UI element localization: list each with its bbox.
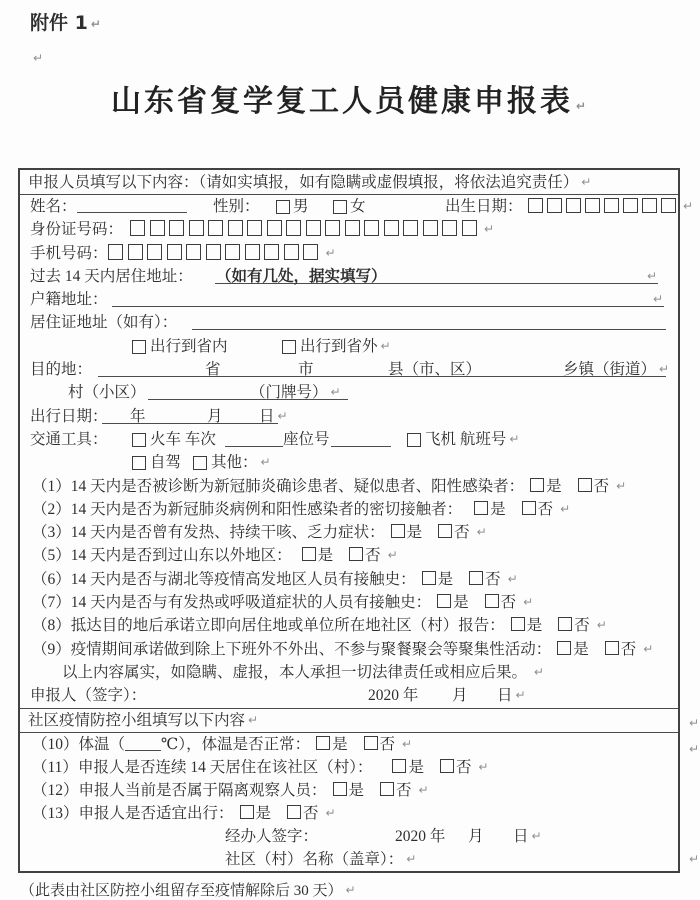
row-transport-2 [20, 451, 678, 474]
question-9-row [20, 638, 678, 661]
question-number: （13） [32, 804, 79, 822]
address-14days-note: （如有几处，据实填写） [216, 267, 387, 285]
digit-box [286, 220, 301, 236]
paragraph-return-mark: ↵ [643, 641, 654, 656]
sign-month-label: 月 [468, 827, 484, 845]
digit-box [284, 244, 299, 260]
question-number: （7） [32, 594, 71, 612]
checkbox-female[interactable] [333, 200, 347, 214]
yes-label: 是 [332, 735, 348, 753]
plane-label: 飞机 航班号 ↵ [425, 430, 520, 448]
digit-box [566, 198, 581, 213]
digit-box [306, 220, 321, 236]
yes-label: 是 [406, 524, 423, 542]
id-number-label: 身份证号码： [30, 221, 124, 239]
yes-label: 是 [437, 570, 454, 588]
table-row-mark [686, 716, 699, 732]
digit-box [189, 220, 204, 236]
travel-date-day-label: 日 ↵ [259, 407, 288, 425]
no-label: 否 [574, 617, 590, 635]
paragraph-return-mark: ↵ [560, 501, 571, 516]
paragraph-return-mark: ↵ [689, 716, 700, 730]
paragraph-return-mark: ↵ [325, 245, 336, 260]
declarant-signature-row [20, 684, 678, 707]
no-label: 否 [303, 804, 319, 822]
line-end [650, 288, 663, 311]
digit-box [364, 220, 379, 236]
digit-box [403, 220, 418, 236]
residence-permit-label: 居住证地址（如有）： [30, 314, 178, 332]
question-text: 14 天内是否为新冠肺炎病例和阳性感染者的密切接触者： [70, 500, 463, 518]
community-section [20, 733, 678, 871]
no-label: 否 [620, 640, 637, 658]
train-label: 火车 车次 [150, 430, 216, 448]
checkbox-travel-in-province[interactable] [132, 340, 146, 354]
no-label: 否 [485, 570, 501, 588]
name-label: 姓名： [30, 198, 77, 215]
yes-label: 是 [573, 640, 589, 658]
checkbox-q7-yes[interactable] [437, 594, 451, 608]
other-transport-label: 其他： ↵ [211, 454, 271, 472]
digit-box [264, 244, 279, 260]
checkbox-q8-yes[interactable] [511, 617, 525, 631]
destination-township-label: 乡镇（街道） ↵ [563, 361, 670, 379]
house-number-label: （门牌号） ↵ [250, 384, 341, 402]
question-7-row [20, 591, 678, 614]
temperature-blank-line[interactable] [125, 736, 161, 751]
checkbox-q7-no[interactable] [485, 594, 499, 608]
female-label: 女 [350, 198, 366, 215]
row-address-14days [20, 265, 678, 288]
question-number: （10） [32, 735, 79, 753]
travel-date-label: 出行日期： [30, 407, 108, 425]
community-section-header: 社区疫情防控小组填写以下内容 ↵ [20, 708, 678, 733]
digit-box [186, 244, 201, 260]
digit-box [150, 220, 165, 236]
digit-box [442, 220, 457, 236]
checkbox-q1-no[interactable] [578, 478, 592, 492]
row-travel-date [20, 405, 678, 428]
train-number-blank-line[interactable] [225, 446, 283, 447]
checkbox-q12-yes[interactable] [333, 782, 347, 796]
question-text: 疫情期间承诺做到除上下班外不外出、不参与聚餐聚会等聚集性活动： [70, 640, 552, 658]
checkbox-q3-no[interactable] [438, 524, 452, 538]
checkbox-q13-yes[interactable] [240, 805, 254, 819]
paragraph-return-mark: ↵ [406, 851, 417, 866]
no-label: 否 [537, 500, 554, 518]
yes-label: 是 [453, 594, 469, 612]
sign-day-label: 日 ↵ [497, 687, 526, 705]
destination-province-label: 省 [205, 361, 221, 379]
empty-paragraph-mark [30, 50, 43, 68]
no-label: 否 [455, 758, 472, 776]
sign-day-label: 日 ↵ [513, 827, 542, 845]
name-blank-line[interactable] [77, 198, 187, 213]
paragraph-return-mark: ↵ [509, 431, 520, 446]
checkbox-q3-yes[interactable] [391, 524, 405, 538]
sign-year-label: 2020 年 [395, 827, 446, 845]
address-14days-label: 过去 14 天内居住地址： [30, 267, 193, 285]
paragraph-return-mark: ↵ [531, 828, 542, 843]
checkbox-q13-no[interactable] [287, 805, 301, 819]
question-text: 14 天内是否曾有发热、持续干咳、乏力症状： [70, 524, 385, 542]
paragraph-return-mark: ↵ [616, 478, 627, 493]
question-number: （8） [32, 617, 71, 635]
destination-county-label: 县（市、区） [388, 361, 482, 379]
digit-box [345, 220, 360, 236]
line-end [644, 265, 657, 288]
checkbox-q10-no[interactable] [364, 736, 378, 750]
question-number: （5） [32, 547, 71, 565]
digit-box [642, 198, 657, 213]
yes-label: 是 [348, 781, 365, 799]
digit-box [225, 244, 240, 260]
digit-box [167, 244, 182, 260]
declarant-signature-label: 申报人（签字）： [30, 687, 147, 705]
checkbox-q9-yes[interactable] [557, 641, 571, 655]
digit-box [528, 198, 543, 213]
destination-city-label: 市 [298, 361, 314, 379]
travel-date-month-label: 月 [207, 407, 223, 425]
checkbox-travel-out-province[interactable] [282, 340, 296, 354]
question-number: （9） [32, 640, 71, 658]
affirmation-row [20, 661, 678, 684]
paragraph-return-mark: ↵ [484, 222, 495, 237]
paragraph-return-mark: ↵ [418, 782, 429, 797]
question-1-row [20, 475, 678, 498]
checkbox-q11-no[interactable] [440, 759, 454, 773]
attachment-label: 附件 1 ↵ [30, 12, 101, 34]
checkbox-q6-yes[interactable] [422, 571, 436, 585]
row-destination-village [20, 381, 678, 404]
digit-box [547, 198, 562, 213]
paragraph-return-mark: ↵ [277, 408, 288, 423]
yes-label: 是 [490, 500, 506, 518]
self-drive-label: 自驾 [150, 454, 182, 472]
paragraph-return-mark: ↵ [402, 736, 413, 751]
community-name-label: 社区（村）名称（盖章）： ↵ [225, 850, 417, 868]
male-label: 男 [293, 198, 309, 215]
question-3-row [20, 521, 678, 544]
question-number: （12） [32, 781, 79, 799]
row-hukou-address [20, 288, 678, 311]
question-text: 14 天内是否到过山东以外地区： [70, 547, 292, 565]
question-number: （2） [32, 500, 71, 518]
question-11-row [20, 756, 678, 779]
question-6-row [20, 568, 678, 591]
travel-in-province-label: 出行到省内 [150, 337, 228, 355]
travel-out-province-label: 出行到省外 ↵ [300, 337, 391, 355]
checkbox-q2-yes[interactable] [474, 501, 488, 515]
paragraph-return-mark: ↵ [330, 385, 341, 400]
transport-label: 交通工具： [30, 430, 108, 448]
paragraph-return-mark: ↵ [325, 805, 336, 820]
checkbox-q5-no[interactable] [349, 547, 363, 561]
paragraph-return-mark: ↵ [581, 175, 592, 189]
row-travel-scope [20, 335, 678, 358]
digit-box [247, 220, 262, 236]
paragraph-return-mark: ↵ [659, 362, 670, 377]
no-label: 否 [396, 781, 412, 799]
hukou-address-blank-line[interactable] [112, 306, 664, 307]
village-label: 村（小区） [68, 384, 146, 402]
question-8-row [20, 614, 678, 637]
sign-year-label: 2020 年 [368, 687, 419, 705]
affirmation-text: 以上内容属实，如隐瞒、虚报，本人承担一切法律责任或相应后果。 [62, 663, 528, 681]
health-declaration-form-table [18, 168, 694, 873]
question-text: 抵达目的地后承诺立即向居住地或单位所在地社区（村）报告： [70, 617, 505, 635]
digit-box [169, 220, 184, 236]
page-title: 山东省复学复工人员健康申报表 ↵ [110, 84, 590, 119]
no-label: 否 [379, 735, 396, 753]
phone-label: 手机号码： [30, 244, 108, 262]
paragraph-return-mark: ↵ [476, 525, 487, 540]
paragraph-return-mark: ↵ [689, 742, 700, 756]
handler-signature-row [20, 825, 678, 848]
no-label: 否 [454, 524, 470, 542]
digit-box [206, 244, 221, 260]
checkbox-other-transport[interactable] [193, 456, 207, 470]
hukou-address-label: 户籍地址： [30, 291, 108, 309]
row-transport-1 [20, 428, 678, 451]
question-text: 申报人是否适宜出行： [78, 804, 234, 822]
checkbox-q1-yes[interactable] [530, 478, 544, 492]
digit-box [228, 220, 243, 236]
question-10-row [20, 733, 678, 756]
question-number: （3） [32, 524, 71, 542]
temperature-label-pre: 体温（ [78, 735, 126, 753]
filler-section-header: 申报人员填写以下内容：（请如实填报，如有隐瞒或虚假填报，将依法追究责任） ↵ [20, 170, 678, 195]
digit-box [661, 198, 676, 213]
checkbox-q8-no[interactable] [558, 617, 572, 631]
table-row-mark [686, 852, 699, 868]
yes-label: 是 [317, 547, 334, 565]
travel-date-blank-line[interactable] [102, 423, 278, 424]
paragraph-return-mark: ↵ [689, 852, 700, 866]
sign-month-label: 月 [452, 687, 468, 705]
gender-label: 性别： [213, 198, 260, 215]
checkbox-male[interactable] [276, 200, 290, 214]
question-number: （1） [32, 477, 71, 495]
paragraph-return-mark: ↵ [387, 548, 398, 563]
checkbox-q11-yes[interactable] [392, 759, 406, 773]
question-number: （6） [32, 570, 71, 588]
paragraph-return-mark: ↵ [515, 688, 526, 703]
question-text: 申报人是否连续 14 天居住在该社区（村）： [77, 758, 373, 776]
paragraph-return-mark: ↵ [683, 199, 694, 213]
paragraph-return-mark: ↵ [653, 292, 664, 307]
row-destination [20, 358, 678, 381]
digit-box [585, 198, 600, 213]
no-label: 否 [500, 594, 517, 612]
birth-date-boxes[interactable] [528, 195, 693, 218]
yes-label: 是 [255, 804, 272, 822]
paragraph-return-mark: ↵ [507, 571, 518, 586]
digit-box [147, 244, 162, 260]
digit-box [128, 244, 143, 260]
digit-box [325, 220, 340, 236]
paragraph-return-mark: ↵ [345, 883, 356, 897]
digit-box [267, 220, 282, 236]
paragraph-return-mark: ↵ [33, 51, 44, 65]
paragraph-return-mark: ↵ [533, 664, 544, 679]
question-text: 14 天内是否被诊断为新冠肺炎确诊患者、疑似患者、阳性感染者： [70, 477, 525, 495]
checkbox-train[interactable] [132, 433, 146, 447]
row-residence-permit-address [20, 311, 678, 334]
paragraph-return-mark: ↵ [478, 759, 489, 774]
row-id-number [20, 218, 678, 241]
question-13-row [20, 802, 678, 825]
seat-number-label: 座位号 [283, 430, 330, 448]
yes-label: 是 [408, 758, 424, 776]
paragraph-return-mark: ↵ [575, 99, 590, 113]
question-text: 14 天内是否与有发热或呼吸道症状的人员有接触史： [70, 594, 432, 612]
checkbox-q9-no[interactable] [605, 641, 619, 655]
destination-label: 目的地： [30, 361, 93, 379]
retention-footnote: （此表由社区防控小组留存至疫情解除后 30 天） ↵ [20, 883, 356, 899]
question-12-row [20, 779, 678, 802]
checkbox-q2-no[interactable] [522, 501, 536, 515]
digit-box [130, 220, 145, 236]
digit-box [604, 198, 619, 213]
checkbox-q6-no[interactable] [469, 571, 483, 585]
question-text: 申报人当前是否属于隔离观察人员： [78, 781, 327, 799]
id-number-boxes[interactable] [130, 218, 494, 241]
digit-box [108, 244, 123, 260]
checkbox-plane[interactable] [407, 433, 421, 447]
digit-box [423, 220, 438, 236]
no-label: 否 [365, 547, 381, 565]
digit-box [384, 220, 399, 236]
temperature-label-post: ℃），体温是否正常： [161, 735, 311, 753]
travel-date-year-label: 年 [130, 407, 146, 425]
digit-box [623, 198, 638, 213]
seat-number-blank-line[interactable] [331, 446, 391, 447]
birth-date-label: 出生日期： [445, 198, 523, 215]
declarant-section [20, 195, 694, 708]
digit-box [303, 244, 318, 260]
question-number: （11） [32, 758, 78, 776]
checkbox-q12-no[interactable] [380, 782, 394, 796]
checkbox-q5-yes[interactable] [302, 547, 316, 561]
no-label: 否 [593, 477, 610, 495]
community-name-row [20, 848, 678, 871]
digit-box [462, 220, 477, 236]
paragraph-return-mark: ↵ [90, 17, 101, 31]
paragraph-return-mark: ↵ [647, 268, 658, 283]
yes-label: 是 [546, 477, 562, 495]
row-name-gender-birth [20, 195, 694, 218]
paragraph-return-mark: ↵ [248, 712, 259, 727]
row-phone [20, 242, 678, 265]
question-text: 14 天内是否与湖北等疫情高发地区人员有接触史： [70, 570, 416, 588]
residence-permit-blank-line[interactable] [192, 329, 666, 330]
digit-box [245, 244, 260, 260]
checkbox-q10-yes[interactable] [316, 736, 330, 750]
digit-box [208, 220, 223, 236]
table-row-mark [686, 742, 699, 758]
checkbox-self-drive[interactable] [132, 456, 146, 470]
paragraph-return-mark: ↵ [260, 455, 271, 470]
question-5-row [20, 544, 678, 567]
handler-signature-label: 经办人签字： [225, 827, 319, 845]
yes-label: 是 [526, 617, 543, 635]
paragraph-return-mark: ↵ [523, 595, 534, 610]
phone-boxes[interactable] [108, 242, 336, 265]
paragraph-return-mark: ↵ [380, 338, 391, 353]
question-2-row [20, 498, 678, 521]
paragraph-return-mark: ↵ [596, 618, 607, 633]
